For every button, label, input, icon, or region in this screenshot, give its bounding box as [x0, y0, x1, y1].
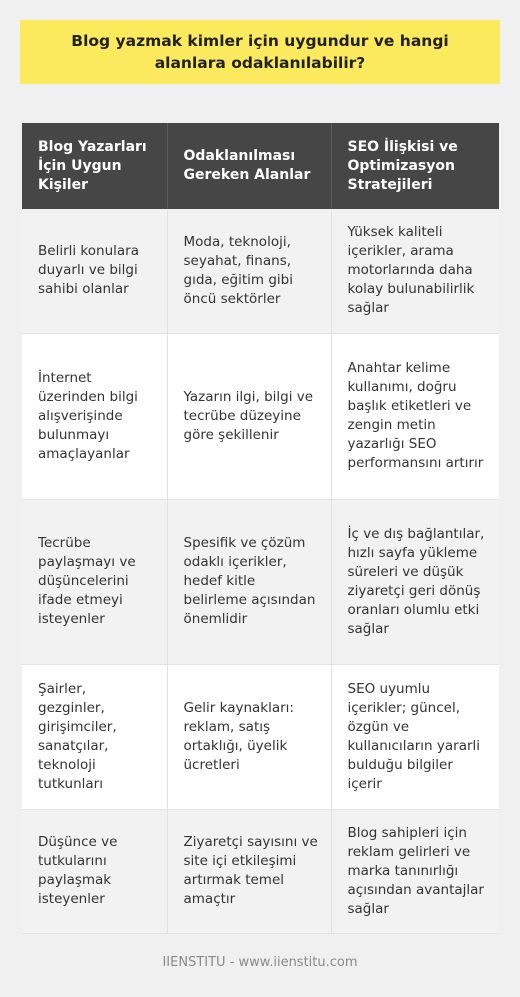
table-row [22, 499, 499, 664]
column-header: Odaklanılması Gereken Alanlar [167, 123, 331, 209]
table-cell: Ziyaretçi sayısını ve site içi etkileşimi artırmak temel amaçtır [167, 809, 331, 933]
comparison-table [22, 123, 499, 934]
footer-credit: IIENSTITU - www.iienstitu.com [162, 955, 358, 970]
table-row [22, 209, 499, 333]
table-cell: SEO uyumlu içerikler; güncel, özgün ve kullanıcıların yararli bulduğu bilgiler içerir [331, 664, 499, 809]
table-cell: Blog sahipleri için reklam gelirleri ve marka tanınırlığı açısından avantajlar sağlar [331, 809, 499, 933]
table-cell: İnternet üzerinden bilgi alışverişinde bulunmayı amaçlayanlar [22, 333, 167, 499]
table-cell: Moda, teknoloji, seyahat, finans, gıda, eğitim gibi öncü sektörler [167, 209, 331, 333]
table-cell: Düşünce ve tutkularını paylaşmak isteyenler [22, 809, 167, 933]
table-cell: İç ve dış bağlantılar, hızlı sayfa yükleme süreleri ve düşük ziyaretçi geri dönüş oranları olumlu etki sağlar [331, 499, 499, 664]
table-cell: Şairler, gezginler, girişimciler, sanatçılar, teknoloji tutkunları [22, 664, 167, 809]
column-header: SEO İlişkisi ve Optimizasyon Stratejileri [331, 123, 499, 209]
title-banner [20, 20, 500, 84]
table-cell: Yüksek kaliteli içerikler, arama motorlarında daha kolay bulunabilirlik sağlar [331, 209, 499, 333]
table-row [22, 333, 499, 499]
table-header-row [22, 123, 499, 209]
table-row [22, 809, 499, 933]
table-cell: Gelir kaynakları: reklam, satış ortaklığı, üyelik ücretleri [167, 664, 331, 809]
page-title: Blog yazmak kimler için uygundur ve hangi alanlara odaklanılabilir? [71, 32, 449, 72]
table-cell: Belirli konulara duyarlı ve bilgi sahibi olanlar [22, 209, 167, 333]
table-cell: Yazarın ilgi, bilgi ve tecrübe düzeyine göre şekillenir [167, 333, 331, 499]
table-cell: Tecrübe paylaşmayı ve düşüncelerini ifade etmeyi isteyenler [22, 499, 167, 664]
table-row [22, 664, 499, 809]
table-cell: Anahtar kelime kullanımı, doğru başlık etiketleri ve zengin metin yazarlığı SEO performansını artırır [331, 333, 499, 499]
table-cell: Spesifik ve çözüm odaklı içerikler, hedef kitle belirleme açısından önemlidir [167, 499, 331, 664]
column-header: Blog Yazarları İçin Uygun Kişiler [22, 123, 167, 209]
